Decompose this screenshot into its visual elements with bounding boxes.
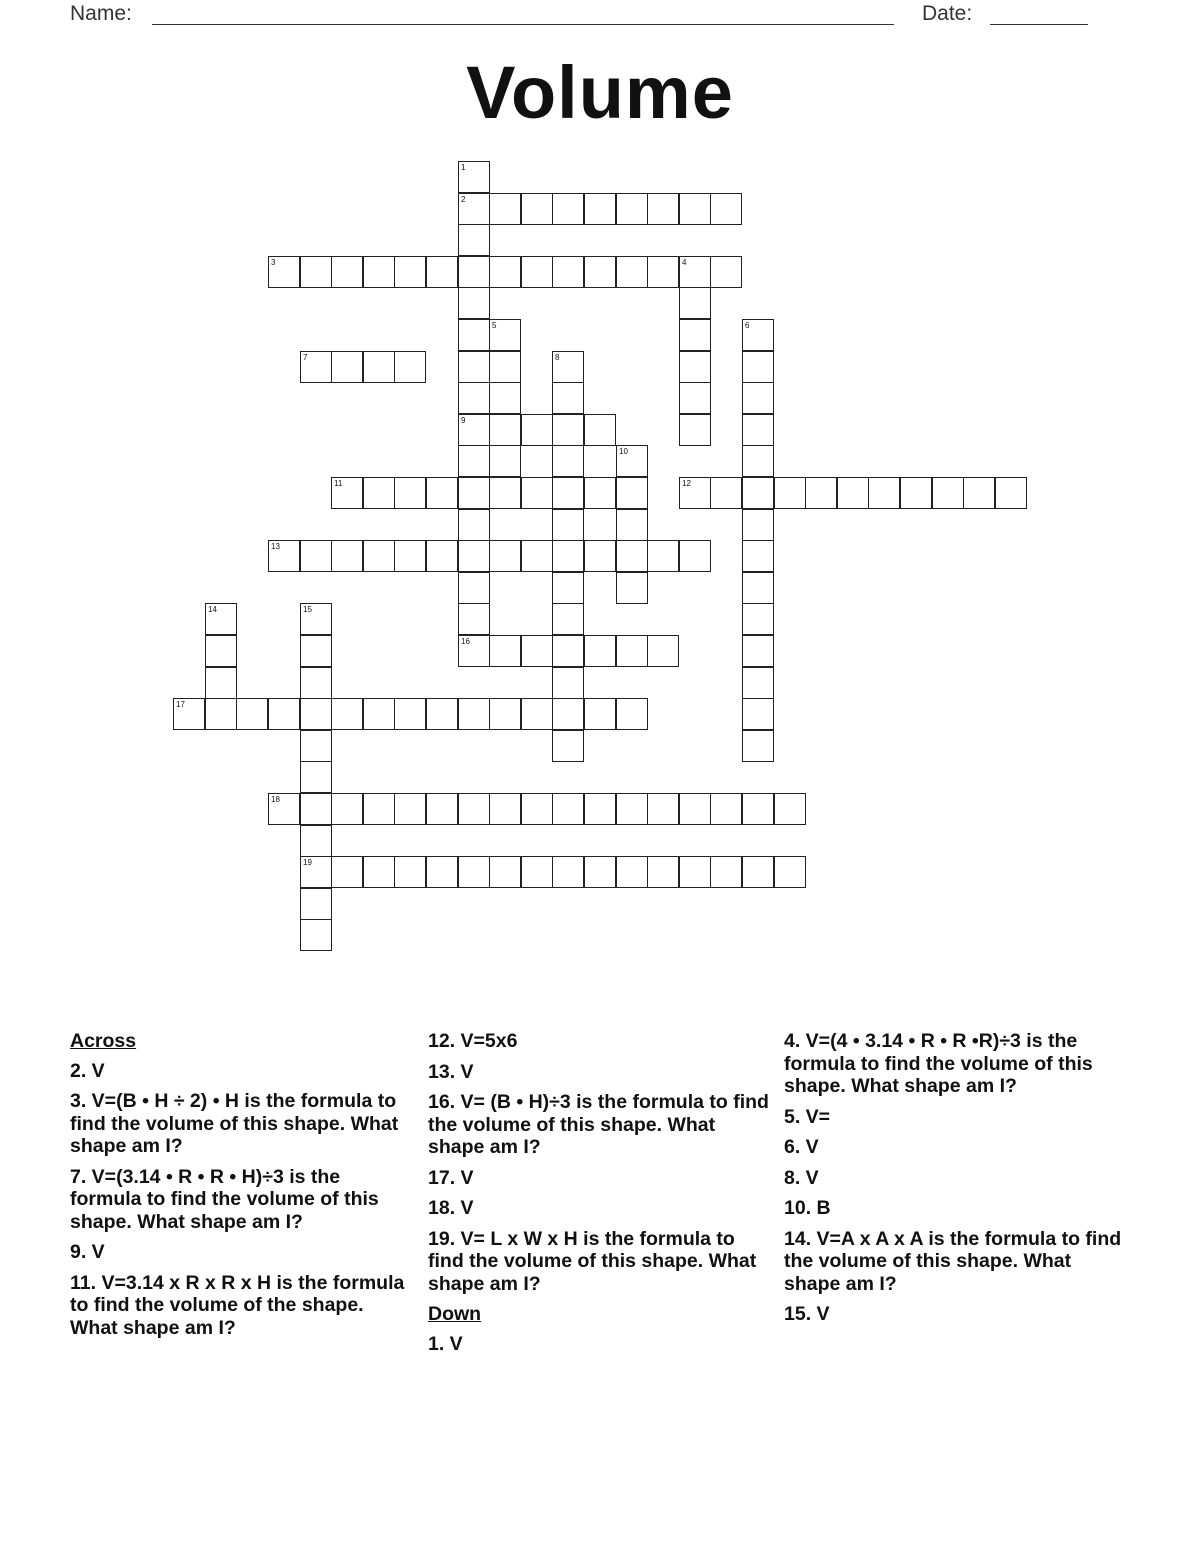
crossword-cell[interactable] xyxy=(774,793,806,825)
crossword-cell[interactable] xyxy=(584,856,616,888)
crossword-cell[interactable] xyxy=(742,445,774,477)
crossword-cell[interactable] xyxy=(458,477,490,509)
clue-across-3: 3. V=(B • H ÷ 2) • H is the formula to find the volume of this shape. What shape am I? xyxy=(70,1090,399,1157)
crossword-cell[interactable] xyxy=(616,698,648,730)
crossword-cell[interactable] xyxy=(426,540,458,572)
crossword-cell[interactable] xyxy=(331,698,363,730)
crossword-cell[interactable] xyxy=(458,414,490,446)
crossword-cell[interactable] xyxy=(394,698,426,730)
crossword-cell[interactable] xyxy=(584,540,616,572)
crossword-cell[interactable] xyxy=(584,793,616,825)
crossword-cell[interactable] xyxy=(552,445,584,477)
crossword-cell[interactable] xyxy=(521,540,553,572)
crossword-cell[interactable] xyxy=(331,477,363,509)
crossword-cell[interactable] xyxy=(300,698,332,730)
crossword-cell[interactable] xyxy=(584,193,616,225)
crossword-cell[interactable] xyxy=(616,572,648,604)
crossword-cell[interactable] xyxy=(458,224,490,256)
clue-number: 7 xyxy=(303,353,308,362)
crossword-cell[interactable] xyxy=(679,382,711,414)
page-title: Volume xyxy=(466,51,734,134)
clue-across-2: 2. V xyxy=(70,1059,105,1082)
crossword-cell[interactable] xyxy=(742,603,774,635)
clue-down-14: 14. V=A x A x A is the formula to find the volume of this shape. What shape am I? xyxy=(784,1227,1122,1295)
crossword-cell[interactable] xyxy=(679,477,711,509)
crossword-cell[interactable] xyxy=(552,698,584,730)
crossword-cell[interactable] xyxy=(584,256,616,288)
crossword-cell[interactable] xyxy=(584,635,616,667)
crossword-cell[interactable] xyxy=(710,477,742,509)
crossword-cell[interactable] xyxy=(647,635,679,667)
crossword-cell[interactable] xyxy=(489,256,521,288)
crossword-cell[interactable] xyxy=(426,856,458,888)
crossword-cell[interactable] xyxy=(552,414,584,446)
crossword-cell[interactable] xyxy=(742,667,774,699)
crossword-cell[interactable] xyxy=(300,635,332,667)
crossword-cell[interactable] xyxy=(584,414,616,446)
crossword-cell[interactable] xyxy=(300,540,332,572)
crossword-cell[interactable] xyxy=(995,477,1027,509)
crossword-cell[interactable] xyxy=(742,698,774,730)
crossword-cell[interactable] xyxy=(742,382,774,414)
crossword-cell[interactable] xyxy=(489,477,521,509)
crossword-cell[interactable] xyxy=(616,635,648,667)
crossword-cell[interactable] xyxy=(616,445,648,477)
crossword-cell[interactable] xyxy=(205,603,237,635)
crossword-cell[interactable] xyxy=(679,793,711,825)
crossword-cell[interactable] xyxy=(458,256,490,288)
crossword-cell[interactable] xyxy=(742,856,774,888)
clue-down-1: 1. V xyxy=(428,1332,463,1355)
crossword-cell[interactable] xyxy=(363,256,395,288)
crossword-cell[interactable] xyxy=(552,793,584,825)
clue-number: 5 xyxy=(492,321,497,330)
clue-across-19: 19. V= L x W x H is the formula to find the volume of this shape. What shape am I? xyxy=(428,1227,757,1295)
crossword-cell[interactable] xyxy=(552,256,584,288)
crossword-cell[interactable] xyxy=(679,856,711,888)
crossword-cell[interactable] xyxy=(552,193,584,225)
clue-down-5: 5. V= xyxy=(784,1105,831,1128)
crossword-cell[interactable] xyxy=(742,351,774,383)
crossword-cell[interactable] xyxy=(489,319,521,351)
crossword-cell[interactable] xyxy=(521,793,553,825)
crossword-cell[interactable] xyxy=(742,635,774,667)
crossword-cell[interactable] xyxy=(394,256,426,288)
crossword-cell[interactable] xyxy=(742,414,774,446)
crossword-cell[interactable] xyxy=(331,351,363,383)
crossword-cell[interactable] xyxy=(742,477,774,509)
clue-number: 6 xyxy=(745,321,750,330)
clue-across-13: 13. V xyxy=(428,1060,474,1083)
crossword-cell[interactable] xyxy=(552,572,584,604)
name-label: Name: xyxy=(70,2,132,25)
crossword-cell[interactable] xyxy=(710,256,742,288)
crossword-cell[interactable] xyxy=(774,856,806,888)
crossword-cell[interactable] xyxy=(616,256,648,288)
clue-number: 1 xyxy=(461,163,466,172)
clue-down-8: 8. V xyxy=(784,1166,819,1189)
clue-down-4: 4. V=(4 • 3.14 • R • R •R)÷3 is the formula to find the volume of this shape. What shape am I? xyxy=(784,1030,1093,1097)
crossword-cell[interactable] xyxy=(300,793,332,825)
crossword-cell[interactable] xyxy=(205,698,237,730)
clue-across-11: 11. V=3.14 x R x R x H is the formula to find the volume of the shape. What shape am I? xyxy=(70,1271,405,1339)
crossword-cell[interactable] xyxy=(616,856,648,888)
crossword-cell[interactable] xyxy=(268,793,300,825)
crossword-cell[interactable] xyxy=(173,698,205,730)
crossword-cell[interactable] xyxy=(679,319,711,351)
crossword-cell[interactable] xyxy=(552,635,584,667)
crossword-cell[interactable] xyxy=(584,477,616,509)
clue-down-10: 10. B xyxy=(784,1197,831,1219)
crossword-cell[interactable] xyxy=(458,856,490,888)
crossword-cell[interactable] xyxy=(458,509,490,541)
crossword-cell[interactable] xyxy=(647,256,679,288)
crossword-cell[interactable] xyxy=(363,351,395,383)
crossword-cell[interactable] xyxy=(584,698,616,730)
crossword-cell[interactable] xyxy=(489,382,521,414)
crossword-cell[interactable] xyxy=(679,193,711,225)
crossword-cell[interactable] xyxy=(710,793,742,825)
crossword-cell[interactable] xyxy=(236,698,268,730)
crossword-cell[interactable] xyxy=(742,793,774,825)
crossword-cell[interactable] xyxy=(679,351,711,383)
crossword-cell[interactable] xyxy=(331,793,363,825)
crossword-cell[interactable] xyxy=(426,698,458,730)
clue-number: 13 xyxy=(271,542,280,551)
clue-across-16: 16. V= (B • H)÷3 is the formula to find the volume of this shape. What shape am I? xyxy=(428,1091,769,1158)
crossword-cell[interactable] xyxy=(300,856,332,888)
crossword-cell[interactable] xyxy=(363,793,395,825)
clue-across-12: 12. V=5x6 xyxy=(428,1030,518,1052)
crossword-cell[interactable] xyxy=(426,477,458,509)
crossword-cell[interactable] xyxy=(363,856,395,888)
clue-across-7: 7. V=(3.14 • R • R • H)÷3 is the formula to find the volume of this shape. What shape am I? xyxy=(70,1165,379,1233)
crossword-cell[interactable] xyxy=(521,856,553,888)
clue-across-9: 9. V xyxy=(70,1241,105,1263)
crossword-cell[interactable] xyxy=(458,161,490,193)
crossword-cell[interactable] xyxy=(300,888,332,920)
crossword-cell[interactable] xyxy=(742,540,774,572)
crossword-cell[interactable] xyxy=(552,509,584,541)
crossword-cell[interactable] xyxy=(742,572,774,604)
crossword-cell[interactable] xyxy=(679,414,711,446)
crossword-cell[interactable] xyxy=(205,635,237,667)
clue-number: 10 xyxy=(619,447,628,456)
crossword-cell[interactable] xyxy=(932,477,964,509)
clue-number: 9 xyxy=(461,416,466,425)
crossword-cell[interactable] xyxy=(616,509,648,541)
crossword-cell[interactable] xyxy=(458,572,490,604)
crossword-cell[interactable] xyxy=(647,793,679,825)
clues-column-2 xyxy=(428,1030,773,1363)
crossword-cell[interactable] xyxy=(300,730,332,762)
date-label: Date: xyxy=(922,2,973,25)
crossword-cell[interactable] xyxy=(394,351,426,383)
crossword-cell[interactable] xyxy=(426,256,458,288)
crossword-cell[interactable] xyxy=(552,856,584,888)
crossword-cell[interactable] xyxy=(458,603,490,635)
clue-number: 11 xyxy=(334,479,343,488)
crossword-cell[interactable] xyxy=(552,540,584,572)
crossword-cell[interactable] xyxy=(363,540,395,572)
crossword-cell[interactable] xyxy=(552,351,584,383)
crossword-cell[interactable] xyxy=(268,540,300,572)
crossword-cell[interactable] xyxy=(521,635,553,667)
clue-number: 8 xyxy=(555,353,560,362)
crossword-cell[interactable] xyxy=(742,509,774,541)
crossword-cell[interactable] xyxy=(521,193,553,225)
crossword-cell[interactable] xyxy=(489,445,521,477)
crossword-cell[interactable] xyxy=(300,919,332,951)
crossword-cell[interactable] xyxy=(616,793,648,825)
crossword-cell[interactable] xyxy=(331,856,363,888)
crossword-cell[interactable] xyxy=(363,477,395,509)
crossword-cell[interactable] xyxy=(521,256,553,288)
crossword-cell[interactable] xyxy=(647,193,679,225)
crossword-cell[interactable] xyxy=(300,603,332,635)
crossword-cell[interactable] xyxy=(647,540,679,572)
clue-number: 15 xyxy=(303,605,312,614)
crossword-cell[interactable] xyxy=(268,256,300,288)
clue-number: 3 xyxy=(271,258,276,267)
crossword-cell[interactable] xyxy=(552,667,584,699)
crossword-cell[interactable] xyxy=(616,540,648,572)
crossword-cell[interactable] xyxy=(458,351,490,383)
crossword-cell[interactable] xyxy=(458,540,490,572)
crossword-cell[interactable] xyxy=(679,256,711,288)
crossword-cell[interactable] xyxy=(205,667,237,699)
crossword-cell[interactable] xyxy=(489,540,521,572)
crossword-cell[interactable] xyxy=(300,825,332,857)
crossword-cell[interactable] xyxy=(710,193,742,225)
down-heading: Down xyxy=(428,1303,482,1325)
crossword-cell[interactable] xyxy=(394,477,426,509)
crossword-cell[interactable] xyxy=(458,193,490,225)
crossword-cell[interactable] xyxy=(489,698,521,730)
clue-number: 2 xyxy=(461,195,466,204)
crossword-cell[interactable] xyxy=(742,730,774,762)
clue-number: 18 xyxy=(271,795,280,804)
clues-column-3 xyxy=(784,1030,1129,1334)
crossword-cell[interactable] xyxy=(489,635,521,667)
crossword-cell[interactable] xyxy=(394,540,426,572)
crossword-cell[interactable] xyxy=(489,414,521,446)
crossword-cell[interactable] xyxy=(489,351,521,383)
crossword-cell[interactable] xyxy=(837,477,869,509)
clue-number: 17 xyxy=(176,700,185,709)
crossword-cell[interactable] xyxy=(331,540,363,572)
crossword-cell[interactable] xyxy=(552,603,584,635)
crossword-cell[interactable] xyxy=(552,477,584,509)
crossword-cell[interactable] xyxy=(458,319,490,351)
crossword-cell[interactable] xyxy=(458,698,490,730)
crossword-cell[interactable] xyxy=(679,540,711,572)
crossword-cell[interactable] xyxy=(521,477,553,509)
crossword-cell[interactable] xyxy=(458,635,490,667)
crossword-cell[interactable] xyxy=(521,698,553,730)
crossword-cell[interactable] xyxy=(679,287,711,319)
clue-number: 12 xyxy=(682,479,691,488)
crossword-cell[interactable] xyxy=(489,193,521,225)
clue-down-15: 15. V xyxy=(784,1303,830,1325)
clue-number: 16 xyxy=(461,637,470,646)
crossword-cell[interactable] xyxy=(268,698,300,730)
crossword-cell[interactable] xyxy=(426,793,458,825)
clue-across-18: 18. V xyxy=(428,1197,474,1219)
crossword-cell[interactable] xyxy=(963,477,995,509)
crossword-cell[interactable] xyxy=(805,477,837,509)
clue-number: 4 xyxy=(682,258,687,267)
clue-number: 14 xyxy=(208,605,217,614)
crossword-cell[interactable] xyxy=(900,477,932,509)
crossword-cell[interactable] xyxy=(363,698,395,730)
crossword-cell[interactable] xyxy=(394,793,426,825)
crossword-cell[interactable] xyxy=(394,856,426,888)
crossword-cell[interactable] xyxy=(458,793,490,825)
crossword-cell[interactable] xyxy=(458,382,490,414)
crossword-cell[interactable] xyxy=(300,256,332,288)
crossword-cell[interactable] xyxy=(616,193,648,225)
crossword-cell[interactable] xyxy=(300,761,332,793)
crossword-cell[interactable] xyxy=(774,477,806,509)
crossword-cell[interactable] xyxy=(710,856,742,888)
crossword-cell[interactable] xyxy=(300,351,332,383)
across-heading: Across xyxy=(70,1030,137,1052)
crossword-cell[interactable] xyxy=(489,793,521,825)
clue-across-17: 17. V xyxy=(428,1166,474,1189)
crossword-cell[interactable] xyxy=(331,256,363,288)
crossword-cell[interactable] xyxy=(552,382,584,414)
crossword-cell[interactable] xyxy=(868,477,900,509)
crossword-cell[interactable] xyxy=(552,730,584,762)
crossword-cell[interactable] xyxy=(458,445,490,477)
clue-number: 19 xyxy=(303,858,312,867)
crossword-cell[interactable] xyxy=(300,667,332,699)
crossword-cell[interactable] xyxy=(458,287,490,319)
crossword-cell[interactable] xyxy=(489,856,521,888)
crossword-cell[interactable] xyxy=(742,319,774,351)
clues-column-1 xyxy=(70,1030,415,1347)
clue-down-6: 6. V xyxy=(784,1136,819,1158)
crossword-cell[interactable] xyxy=(521,414,553,446)
crossword-cell[interactable] xyxy=(616,477,648,509)
crossword-cell[interactable] xyxy=(647,856,679,888)
